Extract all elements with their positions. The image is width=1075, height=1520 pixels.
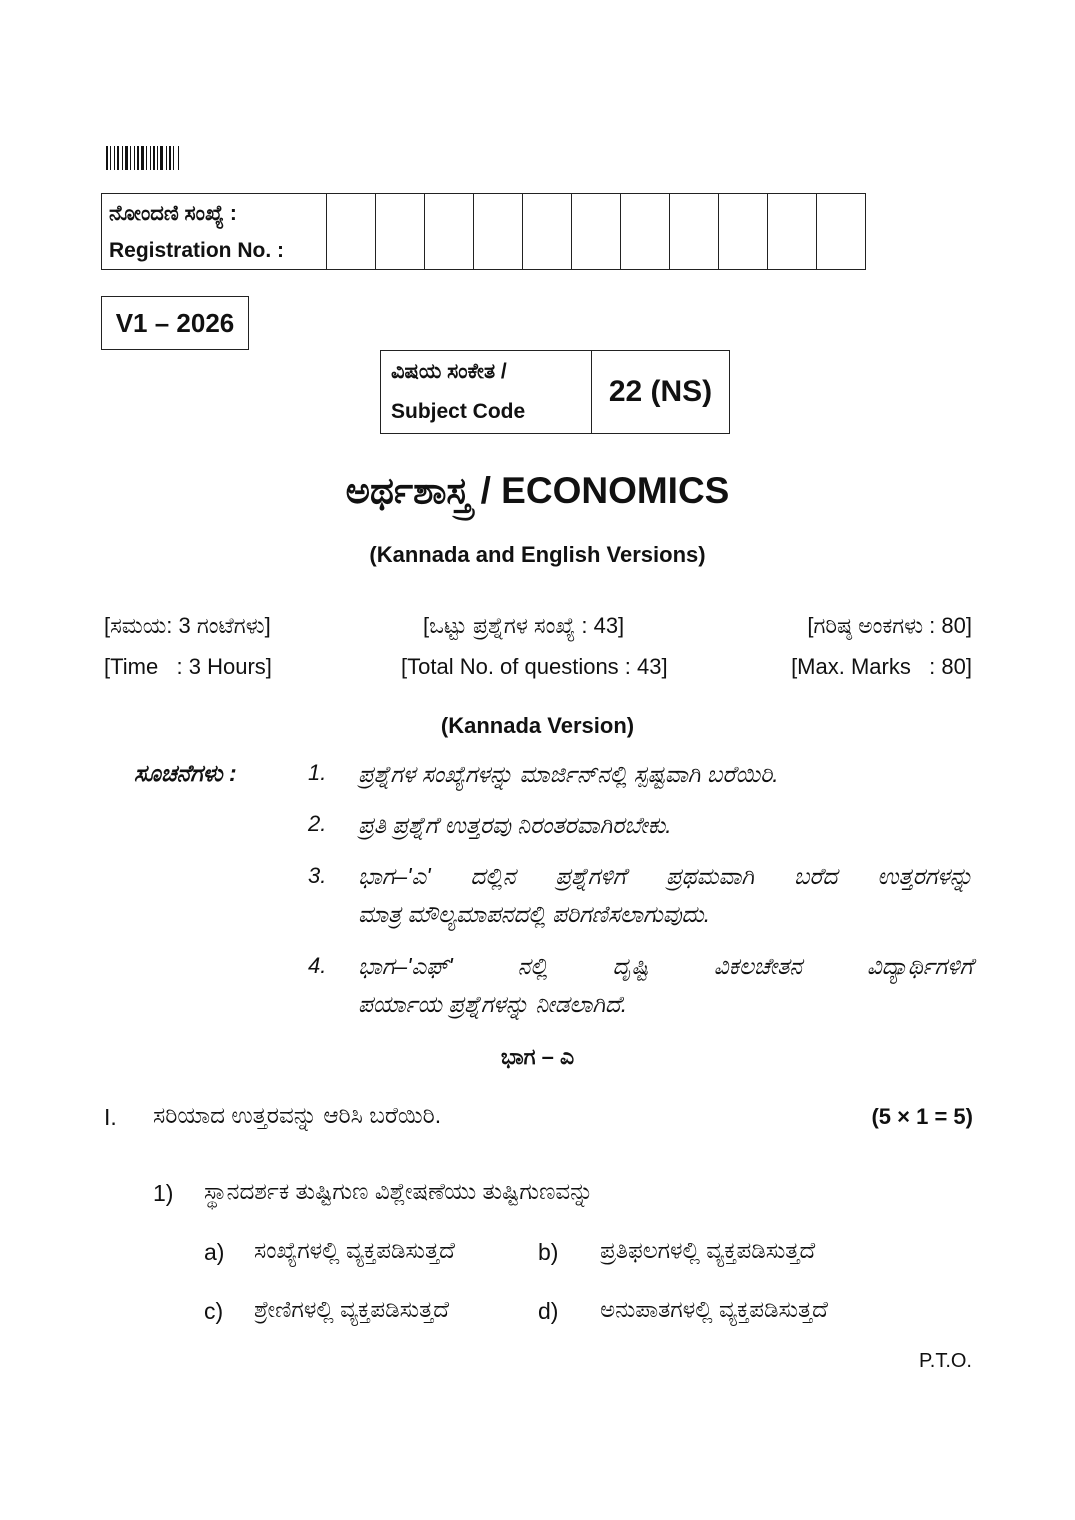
instruction-text [358, 755, 973, 793]
instruction-number: 4. [308, 953, 327, 978]
time-english: [Time : 3 Hours] [104, 654, 272, 679]
registration-digit-box [621, 194, 670, 270]
instruction-line: ಪ್ರತಿ ಪ್ರಶ್ನೆಗೆ ಉತ್ತರವು ನಿರಂತರವಾಗಿರಬೇಕು. [358, 812, 672, 838]
subject-code-value: 22 (NS) [592, 351, 730, 434]
registration-digit-box [523, 194, 572, 270]
question-number: 1) [153, 1180, 174, 1206]
instruction-line: ಪ್ರಶ್ನೆಗಳ ಸಂಖ್ಯೆಗಳನ್ನು ಮಾರ್ಜಿನ್‌ನಲ್ಲಿ ಸ್ಪಷ್ಟವಾಗಿ ಬರೆಯಿರಿ. [358, 761, 779, 787]
instruction-line: ಭಾಗ–'ಎಫ್' ನಲ್ಲಿ ದೃಷ್ಟಿ ವಿಕಲಚೇತನ ವಿದ್ಯಾರ್ಥಿಗಳಿಗೆ [358, 953, 973, 979]
instruction-number: 3. [308, 863, 327, 888]
instruction-number: 1. [308, 760, 327, 785]
subject-code-label [381, 351, 592, 434]
instruction-text [358, 857, 973, 933]
instruction-number: 2. [308, 811, 327, 836]
time-kannada: [ಸಮಯ: 3 ಗಂಟೆಗಳು] [104, 613, 271, 638]
registration-digit-box [817, 194, 866, 270]
registration-label [102, 194, 327, 270]
total-questions-kannada: [ಒಟ್ಟು ಪ್ರಶ್ನೆಗಳ ಸಂಖ್ಯೆ : 43] [423, 613, 625, 638]
registration-digit-box [768, 194, 817, 270]
registration-digit-box [670, 194, 719, 270]
max-marks-kannada: [ಗರಿಷ್ಠ ಅಂಕಗಳು : 80] [807, 613, 972, 638]
registration-digit-box [572, 194, 621, 270]
option-text: ಪ್ರತಿಫಲಗಳಲ್ಲಿ ವ್ಯಕ್ತಪಡಿಸುತ್ತದೆ [600, 1237, 816, 1263]
registration-digit-box [376, 194, 425, 270]
barcode-image [106, 146, 246, 170]
registration-digit-box [719, 194, 768, 270]
option-label: b) [538, 1239, 559, 1265]
part-heading: ಭಾಗ – ಎ [500, 1044, 575, 1069]
instructions-label: ಸೂಚನೆಗಳು : [134, 760, 237, 786]
subject-code-table [380, 350, 730, 434]
registration-digit-box [474, 194, 523, 270]
option-text: ಶ್ರೇಣಿಗಳಲ್ಲಿ ವ್ಯಕ್ತಪಡಿಸುತ್ತದೆ [254, 1296, 450, 1322]
registration-label-kannada: ನೋಂದಣಿ ಸಂಖ್ಯೆ : [109, 201, 237, 225]
registration-digit-box [425, 194, 474, 270]
paper-subtitle: (Kannada and English Versions) [369, 542, 706, 567]
instruction-text [358, 947, 973, 1023]
version-code-box: V1 – 2026 [101, 296, 249, 350]
subject-code-label-english: Subject Code [391, 400, 526, 423]
registration-table [101, 193, 866, 270]
total-questions-english: [Total No. of questions : 43] [401, 654, 668, 679]
instruction-text [358, 806, 973, 844]
option-label: d) [538, 1298, 559, 1324]
section-number: I. [104, 1104, 117, 1130]
paper-title: ಅರ್ಥಶಾಸ್ತ್ರ / ECONOMICS [345, 470, 730, 511]
instruction-line: ಮಾತ್ರ ಮೌಲ್ಯಮಾಪನದಲ್ಲಿ ಪರಿಗಣಿಸಲಾಗುವುದು. [358, 901, 711, 927]
registration-digit-box [327, 194, 376, 270]
option-label: a) [204, 1239, 225, 1265]
section-marks: (5 × 1 = 5) [871, 1104, 973, 1129]
instruction-line: ಭಾಗ–'ಎ' ದಲ್ಲಿನ ಪ್ರಶ್ನೆಗಳಿಗೆ ಪ್ರಥಮವಾಗಿ ಬರೆದ ಉತ್ತರಗಳನ್ನು [358, 863, 973, 889]
max-marks-english: [Max. Marks : 80] [791, 654, 972, 679]
subject-code-label-kannada: ವಿಷಯ ಸಂಕೇತ / [391, 360, 507, 383]
option-text: ಅನುಪಾತಗಳಲ್ಲಿ ವ್ಯಕ್ತಪಡಿಸುತ್ತದೆ [600, 1296, 828, 1322]
option-text: ಸಂಖ್ಯೆಗಳಲ್ಲಿ ವ್ಯಕ್ತಪಡಿಸುತ್ತದೆ [254, 1237, 455, 1263]
question-text: ಸ್ಥಾನದರ್ಶಕ ತುಷ್ಟಿಗುಣ ವಿಶ್ಲೇಷಣೆಯು ತುಷ್ಟಿಗುಣವನ್ನು [204, 1178, 594, 1204]
page-turn-over: P.T.O. [919, 1350, 972, 1372]
section-instruction: ಸರಿಯಾದ ಉತ್ತರವನ್ನು ಆರಿಸಿ ಬರೆಯಿರಿ. [153, 1102, 442, 1128]
version-heading: (Kannada Version) [440, 713, 635, 738]
option-label: c) [204, 1298, 224, 1324]
instruction-line: ಪರ್ಯಾಯ ಪ್ರಶ್ನೆಗಳನ್ನು ನೀಡಲಾಗಿದೆ. [358, 991, 628, 1017]
registration-label-english: Registration No. : [109, 238, 285, 262]
